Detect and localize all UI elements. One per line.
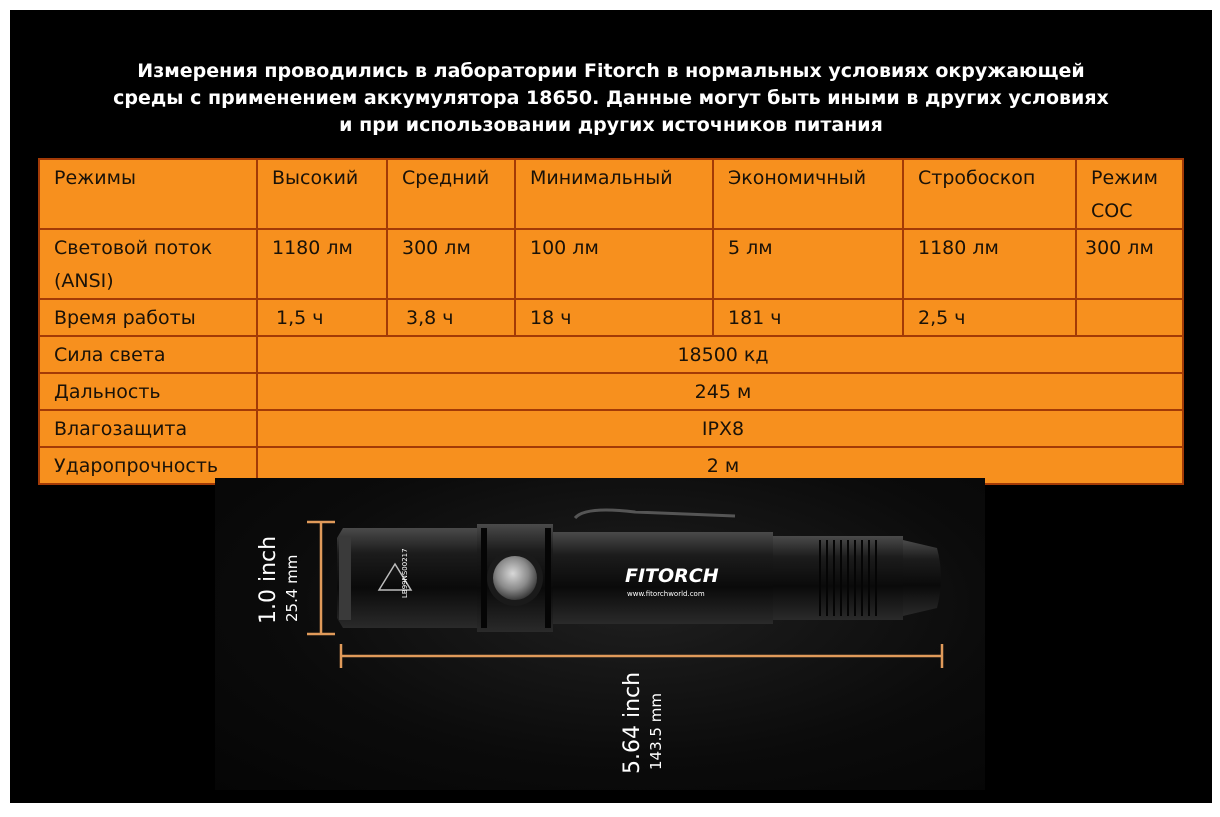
length-mm-label: 143.5 mm bbox=[647, 693, 665, 770]
waterproof-label: Влагозащита bbox=[39, 410, 257, 447]
specs-table bbox=[38, 158, 1184, 485]
pocket-clip bbox=[575, 510, 735, 518]
luminous-flux-label-line-1: Световой поток bbox=[54, 237, 213, 259]
mode-sos bbox=[1076, 159, 1183, 229]
runtime-strobe: 2,5 ч bbox=[903, 299, 1076, 336]
impact-value: 2 м bbox=[257, 447, 1183, 484]
runtime-high: 1,5 ч bbox=[257, 299, 387, 336]
bezel-crenellation bbox=[339, 536, 351, 620]
diameter-mm-label: 25.4 mm bbox=[283, 554, 301, 622]
flashlight-photo bbox=[215, 478, 985, 790]
runtime-row bbox=[39, 299, 1183, 336]
waterproof-row bbox=[39, 410, 1183, 447]
distance-row bbox=[39, 373, 1183, 410]
mode-sos-line-2: СОС bbox=[1091, 200, 1133, 222]
disclaimer-line-2: среды с применением аккумулятора 18650. Данные могут быть иными в других условиях bbox=[113, 87, 1109, 109]
measurement-disclaimer bbox=[10, 58, 1212, 139]
runtime-sos bbox=[1076, 299, 1183, 336]
website-text: www.fitorchworld.com bbox=[627, 590, 705, 598]
runtime-minimal: 18 ч bbox=[515, 299, 713, 336]
modes-row bbox=[39, 159, 1183, 229]
waterproof-value: IPX8 bbox=[257, 410, 1183, 447]
luminous-flux-label bbox=[39, 229, 257, 299]
length-inch-label: 5.64 inch bbox=[620, 671, 645, 774]
flux-eco: 5 лм bbox=[713, 229, 903, 299]
fitorch-logo: FITORCH bbox=[625, 565, 719, 587]
flashlight-illustration bbox=[215, 478, 985, 790]
grip-fin bbox=[545, 528, 551, 628]
mode-sos-line-1: Режим bbox=[1091, 167, 1158, 189]
luminous-flux-label-line-2: (ANSI) bbox=[54, 270, 114, 292]
runtime-medium: 3,8 ч bbox=[387, 299, 515, 336]
flux-medium: 300 лм bbox=[387, 229, 515, 299]
tail-cap bbox=[903, 540, 941, 616]
runtime-label: Время работы bbox=[39, 299, 257, 336]
disclaimer-line-3: и при использовании других источников питания bbox=[339, 114, 883, 136]
distance-label: Дальность bbox=[39, 373, 257, 410]
grip-fin bbox=[481, 528, 487, 628]
flux-strobe: 1180 лм bbox=[903, 229, 1076, 299]
serial-number: LB99NS00217 bbox=[401, 548, 409, 598]
tail-knurl bbox=[773, 536, 903, 620]
side-switch-button bbox=[493, 556, 537, 600]
mode-eco: Экономичный bbox=[713, 159, 903, 229]
intensity-value: 18500 кд bbox=[257, 336, 1183, 373]
flux-sos: 300 лм bbox=[1076, 229, 1183, 299]
mode-minimal: Минимальный bbox=[515, 159, 713, 229]
mode-high: Высокий bbox=[257, 159, 387, 229]
modes-label: Режимы bbox=[39, 159, 257, 229]
impact-label: Ударопрочность bbox=[39, 447, 257, 484]
mode-strobe: Стробоскоп bbox=[903, 159, 1076, 229]
distance-value: 245 м bbox=[257, 373, 1183, 410]
diameter-dimension bbox=[307, 522, 335, 634]
diameter-inch-label: 1.0 inch bbox=[256, 535, 281, 624]
mode-medium: Средний bbox=[387, 159, 515, 229]
flux-high: 1180 лм bbox=[257, 229, 387, 299]
intensity-label: Сила света bbox=[39, 336, 257, 373]
disclaimer-line-1: Измерения проводились в лаборатории Fitorch в нормальных условиях окружающей bbox=[137, 60, 1085, 82]
luminous-flux-row bbox=[39, 229, 1183, 299]
flux-minimal: 100 лм bbox=[515, 229, 713, 299]
intensity-row bbox=[39, 336, 1183, 373]
length-dimension bbox=[341, 644, 942, 668]
runtime-eco: 181 ч bbox=[713, 299, 903, 336]
